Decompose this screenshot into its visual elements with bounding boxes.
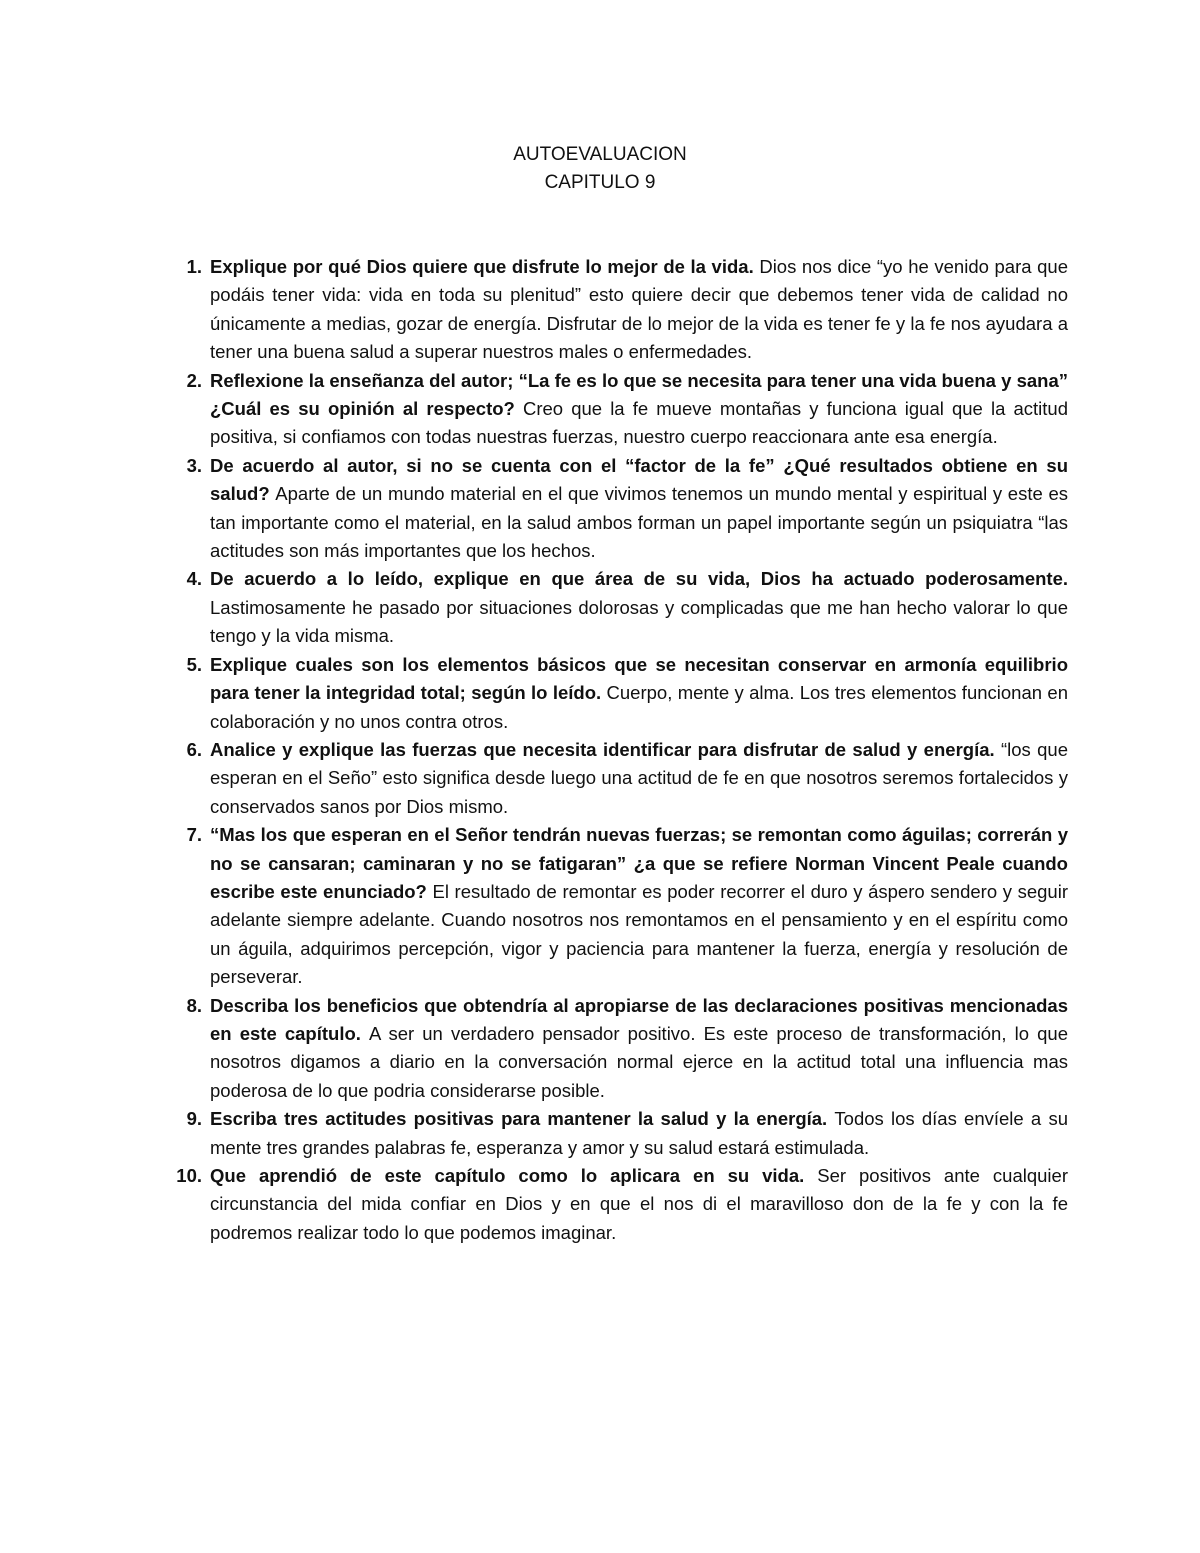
question-item-8 (168, 992, 1068, 1106)
answer-text: El resultado de remontar es poder recorrer el duro y áspero sendero y seguir adelante siempre adelante. Cuando nosotros nos remontamos en el pensamiento y en el espíritu como un águila, adquirimos percepción, vigor y paciencia para mantener la fuerza, energía y resolución de perseverar. (210, 880, 1068, 988)
answer-text: Ser positivos ante cualquier circunstancia del mida confiar en Dios y en que el nos di el maravilloso don de la fe y con la fe podremos realizar todo lo que podemos imaginar. (210, 1165, 1068, 1243)
question-number: 8. (186, 994, 202, 1016)
answer-text: Dios nos dice “yo he venido para que podáis tener vida: vida en toda su plenitud” esto quiere decir que debemos tener vida de calidad no únicamente a medias, gozar de energía. Disfrutar de lo mejor de la vida es tener fe y la fe nos ayudara a tener una buena salud a superar nuestros males o enfermedades. (210, 256, 1068, 363)
question-item-3 (168, 452, 1068, 566)
question-text: De acuerdo a lo leído, explique en que área de su vida, Dios ha actuado poderosamente. (210, 568, 1068, 590)
question-number: 6. (186, 738, 202, 760)
question-item-1 (168, 253, 1068, 367)
question-text: Analice y explique las fuerzas que necesita identificar para disfrutar de salud y energía. (210, 738, 1001, 760)
document-title: AUTOEVALUACION (513, 144, 687, 165)
question-text: Que aprendió de este capítulo como lo aplicara en su vida. (210, 1165, 818, 1186)
question-item-2 (168, 367, 1068, 452)
question-text: Explique por qué Dios quiere que disfrute lo mejor de la vida. (210, 256, 760, 277)
question-number: 1. (186, 256, 202, 277)
question-number: 4. (186, 568, 202, 590)
document-subtitle: CAPITULO 9 (544, 172, 656, 193)
question-text: Reflexione la enseñanza del autor; “La fe es lo que se necesita para tener una vida buena y sana” ¿Cuál es su opinión al respecto? (210, 369, 1068, 420)
answer-text: “los que esperan en el Seño” esto significa desde luego una actitud de fe en que nosotros seremos fortalecidos y conservados sanos por Dios mismo. (210, 738, 1068, 817)
question-text: “Mas los que esperan en el Señor tendrán nuevas fuerzas; se remontan como águilas; correrán y no se cansaran; caminaran y no se fatigaran” ¿a que se refiere Norman Vincent Peale cuando escribe este enunciado? (210, 824, 1068, 902)
question-item-10 (168, 1162, 1068, 1247)
question-text: Describa los beneficios que obtendría al apropiarse de las declaraciones positivas mencionadas en este capítulo. (210, 994, 1068, 1044)
question-item-6 (168, 736, 1068, 821)
answer-text: Aparte de un mundo material en el que vivimos tenemos un mundo mental y espiritual y este es tan importante como el material, en la salud ambos forman un papel importante según un psiquiatra “las actitudes son más importantes que los hechos. (210, 483, 1068, 562)
title-block (0, 141, 1200, 197)
answer-text: Todos los días envíele a su mente tres grandes palabras fe, esperanza y amor y su salud estará estimulada. (210, 1108, 1068, 1158)
question-list (168, 253, 1068, 1247)
question-text: Explique cuales son los elementos básicos que se necesitan conservar en armonía equilibrio para tener la integridad total; según lo leído. (210, 653, 1068, 704)
question-number: 5. (186, 653, 202, 675)
answer-text: Cuerpo, mente y alma. Los tres elementos funcionan en colaboración y no unos contra otros. (210, 682, 1068, 732)
question-number: 3. (186, 454, 202, 476)
question-text: De acuerdo al autor, si no se cuenta con el “factor de la fe” ¿Qué resultados obtiene en su salud? (210, 454, 1068, 505)
question-item-5 (168, 651, 1068, 736)
question-number: 9. (186, 1108, 202, 1130)
question-item-4 (168, 565, 1068, 650)
answer-text: Creo que la fe mueve montañas y funciona igual que la actitud positiva, si confiamos con todas nuestras fuerzas, nuestro cuerpo reaccionara ante esa energía. (210, 398, 1069, 448)
question-number: 10. (176, 1165, 202, 1186)
question-text: Escriba tres actitudes positivas para mantener la salud y la energía. (210, 1108, 835, 1130)
question-number: 2. (186, 369, 202, 391)
question-number: 7. (186, 824, 202, 846)
answer-text: Lastimosamente he pasado por situaciones dolorosas y complicadas que me han hecho valorar lo que tengo y la vida misma. (210, 596, 1068, 647)
answer-text: A ser un verdadero pensador positivo. Es este proceso de transformación, lo que nosotros digamos a diario en la conversación normal ejerce en la actitud total una influencia mas poderosa de lo que podria considerarse posible. (210, 1022, 1068, 1101)
question-item-7 (168, 821, 1068, 991)
question-item-9 (168, 1105, 1068, 1162)
